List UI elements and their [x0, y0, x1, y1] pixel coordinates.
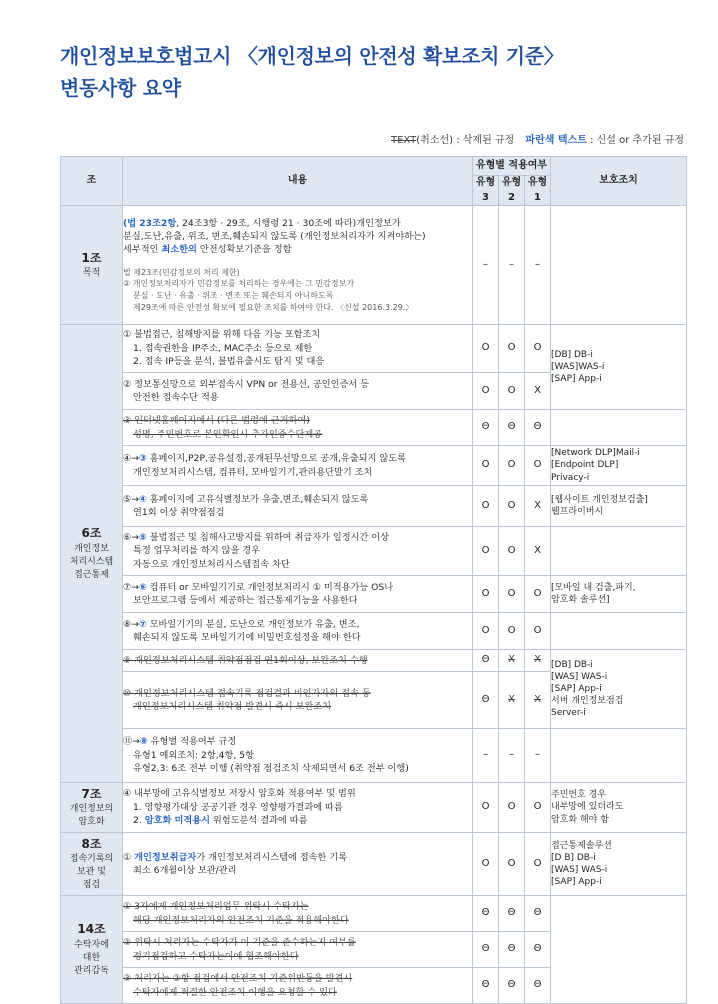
new-number: ③ — [138, 453, 147, 465]
content-cell — [123, 613, 473, 650]
table-row — [61, 650, 687, 672]
rule-text: 유형2,3: 6조 전부 이행 (취약점 점검조치 삭제되면서 6조 전부 이행) — [133, 763, 409, 775]
protection-cell — [551, 783, 687, 833]
category-cell — [61, 896, 123, 1004]
type2-flag: X — [499, 672, 525, 729]
protection-line: Server-i — [551, 708, 586, 719]
article-name: 관리감독 — [74, 965, 109, 976]
content-cell — [123, 206, 473, 325]
rule-text: 유형별 적용여부 규정 — [147, 736, 237, 748]
type3-flag: O — [473, 613, 499, 650]
content-cell — [123, 672, 473, 729]
type2-flag: O — [499, 527, 525, 576]
table-row — [61, 410, 687, 446]
protection-line: Privacy-i — [551, 472, 590, 483]
protection-line: [DB] DB-i — [551, 349, 593, 360]
article-name: 점검 — [82, 880, 101, 891]
type2-flag: Θ — [499, 932, 525, 968]
deleted-text: ⑩ 개인정보처리시스템 접속기록 점검결과 비인가자의 접속 등 — [123, 687, 371, 699]
rule-text: 훼손되지 않도록 모바일기기에 비밀번호설정을 해야 한다 — [133, 632, 361, 643]
type2-flag: O — [499, 373, 525, 410]
rule-text: 연1회 이상 취약점점검 — [133, 507, 225, 518]
deleted-text: 개인정보처리시스템 취약점 발견시 즉시 보완조치 — [133, 701, 332, 712]
rule-text: 안전성확보기준을 정함 — [196, 244, 292, 256]
table-row — [61, 486, 687, 527]
header-content: 내용 — [123, 157, 473, 206]
category-cell — [61, 325, 123, 783]
rule-text: 홈페이지에 고유식별정보가 유출,변조,훼손되지 않도록 — [146, 493, 369, 505]
old-number: ⑧→ — [123, 618, 139, 630]
type2-flag: Θ — [499, 968, 525, 1004]
table-row — [61, 206, 687, 325]
type2-flag: O — [499, 325, 525, 373]
type3-flag: Θ — [473, 968, 499, 1004]
rule-text: 2. — [133, 815, 145, 827]
new-number: ⑤ — [138, 531, 147, 543]
type1-flag: Θ — [525, 410, 551, 446]
type3-flag: O — [473, 783, 499, 833]
old-number: ④→ — [123, 453, 139, 465]
article-name: 접속기록의 — [69, 854, 114, 865]
rule-text: 보안프로그램 등에서 제공하는 접근통제기능을 사용한다 — [133, 595, 358, 606]
article-name: 대한 — [82, 952, 101, 963]
protection-cell — [551, 527, 687, 576]
type3-flag: – — [473, 206, 499, 325]
content-cell — [123, 325, 473, 373]
table-row — [61, 576, 687, 613]
deleted-text: ③ 인터넷홈페이지에서 (다른 법령에 근거하여) — [123, 415, 310, 427]
protection-line: [웹사이트 개인정보검출] — [551, 494, 648, 505]
deleted-text: ② 위탁시 처리자는 수탁자가 이 기준을 준수하는지 여부를 — [123, 937, 356, 949]
type1-flag: Θ — [525, 896, 551, 932]
legend-deleted-sample: TEXT — [391, 135, 417, 146]
protection-line: [SAP] App-i — [551, 683, 602, 694]
type3-flag: Θ — [473, 410, 499, 446]
content-cell — [123, 486, 473, 527]
new-number: ⑥ — [138, 581, 147, 593]
table-row — [61, 613, 687, 650]
rule-text: 유형1 예외조치: 2항,4항, 5항 — [133, 749, 254, 761]
protection-line: [SAP] App-i — [551, 374, 602, 385]
header-applicability: 유형별 적용여부 — [473, 157, 551, 176]
protection-cell — [551, 613, 687, 650]
legend — [391, 131, 684, 146]
protection-cell — [551, 446, 687, 486]
table-row — [61, 783, 687, 833]
new-text: (법 23조2항 — [123, 217, 177, 229]
rule-text: 모바일기기의 분실, 도난으로 개인정보가 유출, 변조, — [146, 618, 360, 630]
protection-line: [DB] DB-i — [551, 659, 593, 670]
type2-flag: Θ — [499, 896, 525, 932]
type1-flag: O — [525, 783, 551, 833]
document-title — [60, 40, 564, 104]
content-cell — [123, 650, 473, 672]
protection-line: [모바일 내 검출,파기, — [551, 582, 636, 593]
article-number: 7조 — [81, 786, 102, 801]
rule-text: 세부적인 — [123, 244, 162, 256]
article-name: 수탁자에 — [74, 939, 109, 950]
rule-text: 가 개인정보처리시스템에 접속한 기록 — [196, 851, 348, 863]
protection-line: [WAS] WAS-i — [551, 865, 608, 875]
rule-text: ① — [123, 851, 135, 863]
old-number: ⑪→ — [123, 736, 140, 748]
protection-cell — [551, 896, 687, 1004]
protection-line: 웹프라이버시 — [551, 507, 604, 517]
deleted-text: 성명, 주민번호로 본인확인시 추가인증수단제공 — [133, 428, 323, 440]
table-row — [61, 527, 687, 576]
rule-text: 불법접근 및 침해사고방지를 위하여 취급자가 일정시간 이상 — [146, 531, 390, 543]
content-cell — [123, 576, 473, 613]
table-row — [61, 833, 687, 896]
protection-cell — [551, 729, 687, 783]
new-number: ④ — [138, 493, 147, 505]
header-jo: 조 — [61, 157, 123, 206]
type1-flag: X — [525, 650, 551, 672]
type2-flag: – — [499, 206, 525, 325]
content-cell — [123, 446, 473, 486]
protection-line: [WAS]WAS-i — [551, 361, 605, 372]
type2-flag: X — [499, 650, 525, 672]
article-number: 1조 — [81, 250, 102, 265]
type1-flag: – — [525, 729, 551, 783]
protection-line: [WAS] WAS-i — [551, 671, 608, 682]
type2-flag: O — [499, 446, 525, 486]
protection-line: 암호화 해야 함 — [551, 814, 609, 825]
type3-flag: O — [473, 446, 499, 486]
protection-cell — [551, 206, 687, 325]
type2-flag: O — [499, 486, 525, 527]
rule-text: 1. 접속권한을 IP주소, MAC주소 등으로 제한 — [133, 342, 313, 354]
type3-flag: Θ — [473, 672, 499, 729]
type1-flag: O — [525, 446, 551, 486]
new-text: 최소한의 — [161, 244, 197, 256]
deleted-text: 정기점검하고 수탁자는이에 협조해야한다 — [133, 950, 299, 962]
rule-text: 특정 업무처리를 하지 않을 경우 — [133, 545, 261, 557]
category-cell — [61, 206, 123, 325]
content-cell — [123, 833, 473, 896]
header-type2: 유형2 — [499, 176, 525, 206]
header-type1: 유형1 — [525, 176, 551, 206]
rule-text: ① 불법접근, 침해방지를 위해 다음 기능 포함조치 — [123, 329, 321, 341]
type1-flag: O — [525, 576, 551, 613]
type3-flag: Θ — [473, 896, 499, 932]
content-cell — [123, 373, 473, 410]
old-number: ⑦→ — [123, 581, 139, 593]
header-type3: 유형3 — [473, 176, 499, 206]
content-cell — [123, 527, 473, 576]
article-name: 암호화 — [78, 817, 105, 828]
table-row — [61, 446, 687, 486]
type2-flag: – — [499, 729, 525, 783]
article-name: 개인정보 — [74, 543, 109, 554]
rule-text: 위험도분석 결과에 따름 — [210, 815, 308, 827]
header-protection: 보호조치 — [551, 157, 687, 206]
type3-flag: O — [473, 325, 499, 373]
content-cell — [123, 968, 473, 1004]
type1-flag: Θ — [525, 932, 551, 968]
protection-line: [Endpoint DLP] — [551, 460, 619, 471]
protection-line: 주민번호 경우 — [551, 790, 607, 801]
note-line: 분실 · 도난 · 유출 · 위조 · 변조 또는 훼손되지 아니하도록 — [133, 291, 334, 301]
deleted-text: ③ 처리자는 ②항 점검에서 안전조치 기준위반등을 발견시 — [123, 973, 353, 985]
rule-text: ④ 내부망에 고유식별정보 저장시 암호화 적용여부 및 범위 — [123, 788, 356, 800]
type1-flag: X — [525, 373, 551, 410]
deleted-text: ⑨ 개인정보처리시스템 취약점점검 연1회이상, 보완조치 수행 — [123, 654, 368, 666]
content-cell — [123, 729, 473, 783]
new-text: 개인정보취급자 — [134, 851, 197, 863]
rule-text: 최소 6개월이상 보관/관리 — [133, 865, 237, 876]
legend-blue-sample: 파란색 텍스트 — [525, 135, 587, 146]
protection-cell — [551, 325, 687, 410]
article-number: 8조 — [81, 836, 102, 851]
category-cell — [61, 783, 123, 833]
type2-flag: O — [499, 783, 525, 833]
old-number: ⑤→ — [123, 493, 139, 505]
rule-text: 1. 영향평가대상 공공기관 경우 영향평가결과에 따름 — [133, 801, 343, 813]
type2-flag: O — [499, 576, 525, 613]
protection-cell — [551, 650, 687, 729]
rule-text: ② 정보통신망으로 외부접속시 VPN or 전용선, 공인인증서 등 — [123, 378, 370, 390]
article-name: 접근통제 — [74, 569, 109, 580]
table-row — [61, 896, 687, 932]
rule-text: 안전한 접속수단 적용 — [133, 392, 219, 403]
new-text: 암호화 미적용시 — [144, 815, 211, 827]
note-line: 법 제23조(민감정보의 처리 제한) — [123, 267, 240, 277]
content-cell — [123, 896, 473, 932]
type3-flag: O — [473, 486, 499, 527]
type2-flag: Θ — [499, 410, 525, 446]
deleted-text: ① 3자에게 개인정보처리업무 위탁시 수탁자는 — [123, 901, 309, 913]
protection-line: [SAP] App-i — [551, 877, 602, 888]
protection-line: 내부망에 있더라도 — [551, 802, 624, 813]
rule-text: 개인정보처리시스템, 컴퓨터, 모바일기기,관리용단말기 조치 — [133, 466, 373, 478]
type2-flag: O — [499, 833, 525, 896]
protection-cell — [551, 410, 687, 446]
type1-flag: X — [525, 527, 551, 576]
protection-line: 접근통제솔루션 — [551, 840, 612, 851]
article-name: 보관 및 — [77, 867, 106, 878]
protection-line: [D B] DB-i — [551, 852, 596, 863]
rule-text: 2. 접속 IP등을 분석, 불법유출시도 탐지 및 대응 — [133, 356, 325, 368]
note-line: 제29조에 따른 안전성 확보에 필요한 조치를 하여야 한다. 〈신설 2016.3.29.〉 — [133, 302, 414, 312]
protection-line: [Network DLP]Mail-i — [551, 448, 640, 459]
new-number: ⑦ — [138, 618, 147, 630]
table-row — [61, 325, 687, 373]
type1-flag: X — [525, 672, 551, 729]
rule-text: 분실,도난,유출, 위조, 변조,훼손되지 않도록 (개인정보처리자가 지켜야하는) — [123, 231, 426, 243]
type3-flag: Θ — [473, 650, 499, 672]
type1-flag: – — [525, 206, 551, 325]
type1-flag: O — [525, 325, 551, 373]
protection-line: 서버 개인정보점검 — [551, 696, 624, 707]
type1-flag: X — [525, 486, 551, 527]
rule-text: 컴퓨터 or 모바일기기로 개인정보처리시 ① 미적용가능 OS나 — [146, 581, 394, 593]
deleted-text: 수탁자에게 적절한 안전조치 이행을 요청할 수 있다 — [133, 986, 337, 998]
content-cell — [123, 410, 473, 446]
type1-flag: O — [525, 613, 551, 650]
type3-flag: O — [473, 576, 499, 613]
rule-text: 홈페이지,P2P,공유설정,공개된무선망으로 공개,유출되지 않도록 — [146, 453, 406, 465]
legend-blue-desc: : 신설 or 추가된 규정 — [590, 135, 684, 146]
type3-flag: O — [473, 833, 499, 896]
type1-flag: Θ — [525, 968, 551, 1004]
article-number: 14조 — [77, 922, 106, 937]
table-row — [61, 729, 687, 783]
title-line-1: 개인정보보호법고시 〈개인정보의 안전성 확보조치 기준〉 — [60, 44, 564, 68]
protection-line: 암호화 솔루션] — [551, 595, 610, 605]
type2-flag: O — [499, 613, 525, 650]
rule-text: 자동으로 개인정보처리시스템접속 차단 — [133, 558, 290, 570]
type3-flag: Θ — [473, 932, 499, 968]
law-note — [123, 267, 472, 313]
protection-cell — [551, 486, 687, 527]
new-number: ⑧ — [139, 736, 148, 748]
note-line: ② 개인정보처리자가 민감정보를 처리하는 경우에는 그 민감정보가 — [123, 279, 355, 289]
type1-flag: O — [525, 833, 551, 896]
title-line-2: 변동사항 요약 — [60, 76, 181, 100]
content-cell — [123, 783, 473, 833]
article-name: 처리시스템 — [69, 556, 114, 567]
protection-cell — [551, 576, 687, 613]
rule-text: , 24조3항 · 29조, 시행령 21 · 30조에 따라)개인정보가 — [176, 217, 401, 229]
old-number: ⑥→ — [123, 531, 139, 543]
category-cell — [61, 833, 123, 896]
type3-flag: O — [473, 373, 499, 410]
content-cell — [123, 932, 473, 968]
article-name: 목적 — [82, 268, 101, 279]
article-number: 6조 — [81, 526, 102, 541]
deleted-text: 해당 개인정보처리자의 안전조치 기준을 적용해야한다 — [133, 914, 349, 926]
protection-cell — [551, 833, 687, 896]
legend-deleted-desc: (취소선) : 삭제된 규정 — [416, 135, 515, 146]
type3-flag: – — [473, 729, 499, 783]
changes-table — [60, 156, 687, 1004]
type3-flag: O — [473, 527, 499, 576]
article-name: 개인정보의 — [69, 804, 114, 815]
